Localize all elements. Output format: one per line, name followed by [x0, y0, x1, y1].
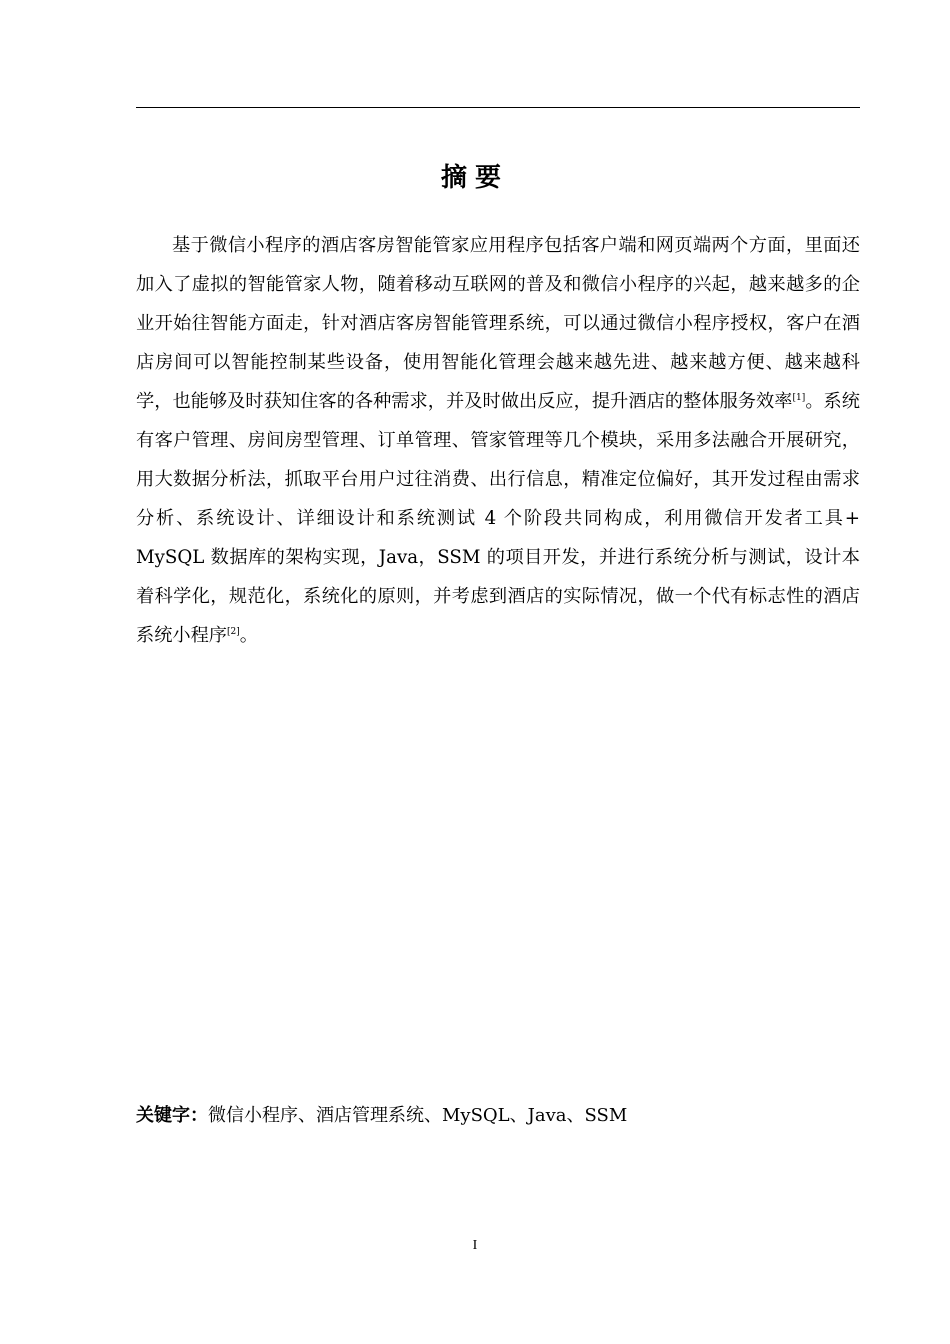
abstract-text-part-3: 。 — [239, 625, 258, 646]
abstract-text-part-2: 。系统有客户管理、房间房型管理、订单管理、管家管理等几个模块，采用多法融合开展研究，用大数据分析法，抓取平台用户过往消费、出行信息，精准定位偏好，其开发过程由需求分析、系统设计、详细设计和系统测试 4 个阶段共同构成，利用微信开发者工具+ MySQL 数据库的架构实现，Java，SSM 的项目开发，并进行系统分析与测试，设计本着科学化，规范化，系统化的原则，并考虑到酒店的实际情况，做一个代有标志性的酒店系统小程序 — [136, 391, 860, 646]
abstract-paragraph — [136, 226, 860, 655]
citation-ref-1: [1] — [792, 393, 806, 403]
keywords-text: 微信小程序、酒店管理系统、MySQL、Java、SSM — [208, 1105, 628, 1126]
abstract-text-part-1: 基于微信小程序的酒店客房智能管家应用程序包括客户端和网页端两个方面，里面还加入了虚拟的智能管家人物，随着移动互联网的普及和微信小程序的兴起，越来越多的企业开始往智能方面走，针对酒店客房智能管理系统，可以通过微信小程序授权，客户在酒店房间可以智能控制某些设备，使用智能化管理会越来越先进、越来越方便、越来越科学，也能够及时获知住客的各种需求，并及时做出反应，提升酒店的整体服务效率 — [136, 235, 860, 412]
keywords-line — [136, 1102, 860, 1130]
page-title: 摘要 — [440, 163, 509, 193]
page-number: I — [472, 1238, 478, 1253]
header-rule — [136, 107, 860, 108]
keywords-label: 关键字： — [136, 1105, 208, 1126]
citation-ref-2: [2] — [226, 627, 240, 637]
